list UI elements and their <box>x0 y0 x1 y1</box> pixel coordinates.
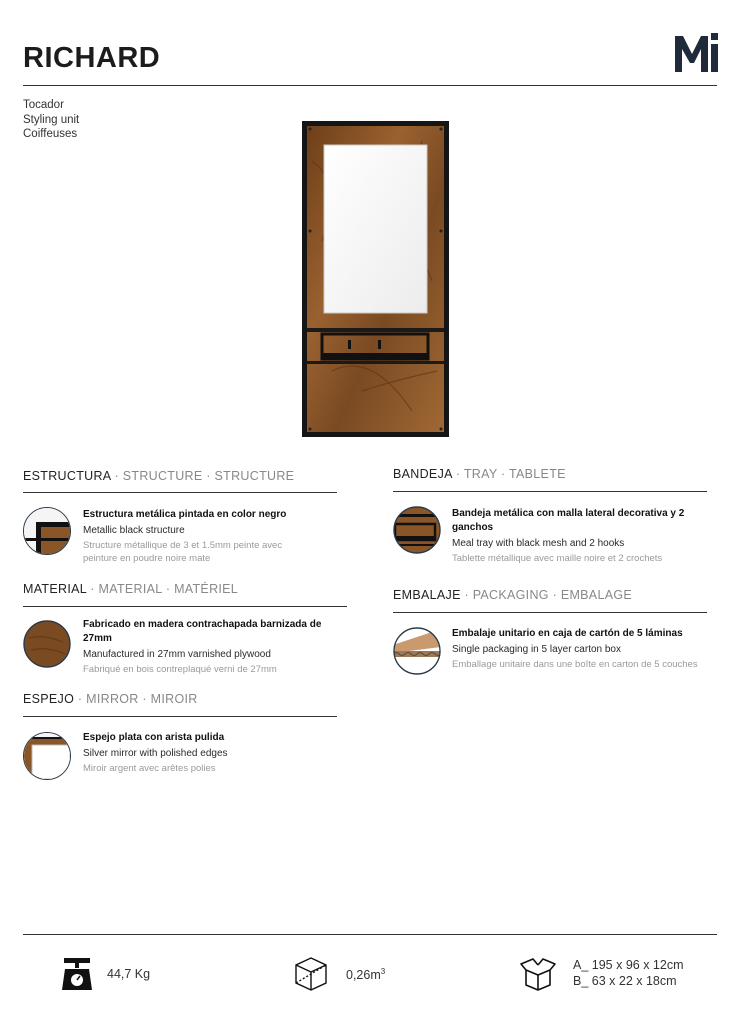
section-text-estructura <box>83 508 313 565</box>
section-heading-material <box>23 582 238 596</box>
header-divider <box>23 85 717 86</box>
open-box-icon <box>519 956 557 997</box>
section-divider <box>393 491 707 492</box>
section-text-material <box>83 618 333 677</box>
text-fr: Tablette métallique avec maille noire et 2 crochets <box>452 553 663 564</box>
heading-main: MATERIAL <box>23 582 87 596</box>
subtitle-es: Tocador <box>23 99 64 111</box>
heading-translations: · MATERIAL · MATÉRIEL <box>86 582 239 596</box>
product-title: RICHARD <box>23 42 161 74</box>
section-heading-estructura <box>23 469 294 483</box>
dimensions-values <box>573 957 683 989</box>
heading-main: EMBALAJE <box>393 588 461 602</box>
volume-value <box>346 967 385 982</box>
section-text-espejo <box>83 731 313 776</box>
text-fr: Miroir argent avec arêtes polies <box>83 763 216 774</box>
footer-divider <box>23 934 717 935</box>
text-en: Manufactured in 27mm varnished plywood <box>83 649 271 660</box>
heading-main: ESTRUCTURA <box>23 469 111 483</box>
section-heading-espejo <box>23 692 198 706</box>
dimension-a: A_ 195 x 96 x 12cm <box>573 958 684 972</box>
carton-thumbnail <box>393 627 441 675</box>
section-divider <box>23 606 347 607</box>
structure-thumbnail <box>23 507 71 555</box>
heading-main: ESPEJO <box>23 692 75 706</box>
cube-icon <box>293 956 329 997</box>
subtitle-en: Styling unit <box>23 113 80 126</box>
tray-thumbnail <box>393 506 441 554</box>
section-heading-embalaje <box>393 588 632 602</box>
volume-number: 0,26m <box>346 968 381 983</box>
mirror-thumbnail <box>23 732 71 780</box>
heading-translations: · TRAY · TABLETE <box>452 467 566 481</box>
section-heading-bandeja <box>393 467 566 481</box>
weight-value: 44,7 Kg <box>107 967 151 981</box>
text-en: Meal tray with black mesh and 2 hooks <box>452 538 625 549</box>
text-es: Bandeja metálica con malla lateral decorativa y 2 ganchos <box>452 508 685 533</box>
section-divider <box>23 716 337 717</box>
heading-translations: · MIRROR · MIROIR <box>74 692 198 706</box>
text-es: Fabricado en madera contrachapada barnizada de 27mm <box>83 619 322 644</box>
brand-logo <box>673 30 719 76</box>
section-text-bandeja <box>452 507 702 566</box>
text-fr: Structure métallique de 3 et 1.5mm peinte avec peinture en poudre noire mate <box>83 540 283 564</box>
heading-translations: · STRUCTURE · STRUCTURE <box>110 469 295 483</box>
text-en: Metallic black structure <box>83 525 185 536</box>
section-divider <box>393 612 707 613</box>
subtitle-fr: Coiffeuses <box>23 128 78 140</box>
heading-translations: · PACKAGING · EMBALAGE <box>460 588 632 602</box>
text-fr: Fabriqué en bois contreplaqué verni de 27mm <box>83 664 277 675</box>
heading-main: BANDEJA <box>393 467 453 481</box>
text-es: Espejo plata con arista pulida <box>83 732 225 743</box>
section-divider <box>23 492 337 493</box>
product-image <box>302 121 449 437</box>
text-es: Estructura metálica pintada en color negro <box>83 509 287 520</box>
scale-icon <box>60 956 94 997</box>
text-en: Silver mirror with polished edges <box>83 748 228 759</box>
section-text-embalaje <box>452 627 702 672</box>
product-subtitles <box>23 98 79 142</box>
volume-unit-superscript: 3 <box>380 967 386 976</box>
wood-thumbnail <box>23 620 71 668</box>
text-en: Single packaging in 5 layer carton box <box>452 644 621 655</box>
text-fr: Emballage unitaire dans une boîte en carton de 5 couches <box>452 659 698 670</box>
dimension-b: B_ 63 x 22 x 18cm <box>573 974 677 988</box>
text-es: Embalaje unitario en caja de cartón de 5 láminas <box>452 628 683 639</box>
